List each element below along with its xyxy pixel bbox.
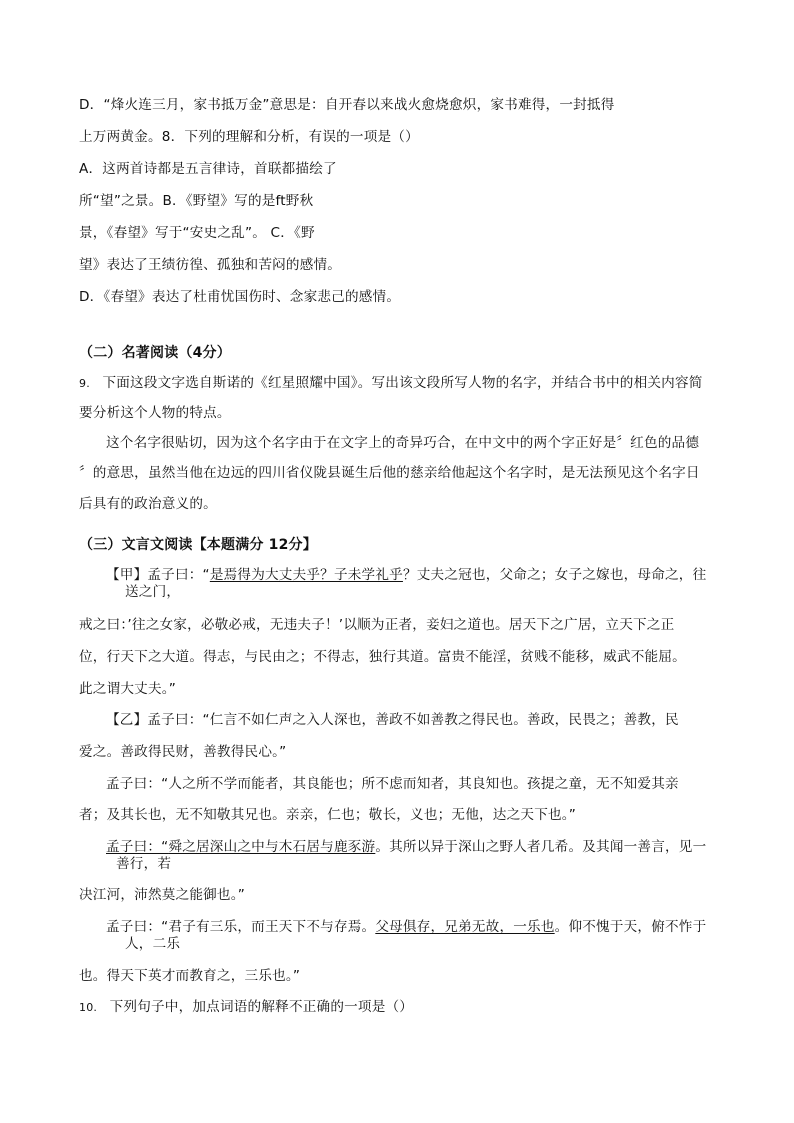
section-heading-classics: （二）名著阅读（4分） — [79, 345, 231, 361]
passage-yi-line: 【乙】孟子曰：“仁言不如仁声之入人深也，善政不如善教之得民也。善政，民畏之；善教，民 — [106, 712, 679, 728]
passage-mencius-wrap-line: 人，二乐 — [125, 936, 181, 952]
passage-mencius-line: 者；及其长也，无不知敬其兄也。亲亲，仁也；敬长，义也；无他，达之天下也。” — [79, 807, 577, 823]
question-number: 10. — [79, 1001, 98, 1014]
question-number: 9. — [79, 377, 90, 390]
option-c-cont-line: 望》表达了王绩彷徨、孤独和苦闷的感情。 — [79, 257, 342, 273]
underlined-sentence: 舜之居深山之中与木石居与鹿豕游 — [168, 839, 376, 855]
question-text: 下列句子中，加点词语的解释不正确的一项是（） — [109, 999, 414, 1015]
passage-line: 后具有的政治意义的。 — [79, 496, 217, 512]
passage-mencius-line — [106, 838, 706, 856]
question-10-line — [79, 998, 413, 1017]
option-a-line: A．这两首诗都是五言律诗，首联都描绘了 — [79, 161, 337, 177]
question-8-line: 上万两黄金。8．下列的理解和分析，有误的一项是（） — [79, 129, 419, 145]
passage-jia-line: 位，行天下之大道。得志，与民由之；不得志，独行其道。富贵不能淫，贫贱不能移，威武不能屈。 — [79, 649, 686, 665]
option-d-line: D．“烽火连三月，家书抵万金”意思是：自开春以来战火愈烧愈炽，家书难得，一封抵得 — [79, 97, 615, 113]
text-segment: 【甲】孟子曰：“ — [106, 567, 210, 583]
passage-mencius-wrap-line: 善行，若 — [116, 856, 172, 872]
question-text: 下面这段文字选自斯诺的《红星照耀中国》。写出该文段所写人物的名字，并结合书中的相关内容简 — [102, 375, 703, 391]
passage-mencius-line: 孟子曰：“人之所不学而能者，其良能也；所不虑而知者，其良知也。孩提之童，无不知爱其亲 — [106, 776, 679, 792]
underlined-sentence: 父母俱存，兄弟无故，一乐也 — [375, 919, 555, 935]
option-d2-line: D．《春望》表达了杜甫忧国伤时、念家悲己的感情。 — [79, 289, 401, 305]
question-9-cont-line: 要分析这个人物的特点。 — [79, 405, 231, 421]
passage-jia-line: 此之谓大丈夫。” — [79, 681, 176, 697]
text-segment: ？丈夫之冠也，父命之；女子之嫁也，母命之，往 — [402, 567, 707, 583]
option-c-line: 景，《春望》写于“安史之乱”。 C．《野 — [79, 225, 315, 241]
question-9-line — [79, 374, 703, 393]
underlined-sentence: 是焉得为大丈夫乎？子未学礼乎 — [209, 567, 403, 583]
option-b-line: 所“望”之景。B．《野望》写的是ft野秋 — [79, 193, 314, 209]
passage-line: 〞的意思，虽然当他在边远的四川省仪陇县诞生后他的慈亲给他起这个名字时，是无法预见这个名字日 — [79, 465, 700, 481]
section-heading-classical-chinese: （三）文言文阅读【本题满分 12分】 — [79, 537, 317, 553]
passage-line: 这个名字很贴切，因为这个名字由于在文字上的奇异巧合，在中文中的两个字正好是〞红色的品德 — [106, 435, 700, 451]
text-segment: 。其所以异于深山之野人者几希。及其闻一善言，见一 — [375, 839, 707, 855]
passage-mencius-line: 决江河，沛然莫之能御也。” — [79, 887, 245, 903]
passage-jia-line — [106, 566, 706, 584]
passage-jia-wrap-line: 送之门， — [125, 584, 181, 600]
passage-yi-line: 爱之。善政得民财，善教得民心。” — [79, 744, 287, 760]
text-segment: 孟子曰：“君子有三乐，而王天下不与存焉。 — [106, 919, 376, 935]
underlined-text: 孟子曰：“ — [106, 839, 169, 855]
passage-jia-line: 戒之曰：’往之女家，必敬必戒，无违夫子！’以顺为正者，妾妇之道也。居天下之广居，立天下之正 — [79, 617, 675, 633]
text-segment: 。仰不愧于天，俯不怍于 — [554, 919, 707, 935]
passage-mencius-line: 也。得天下英才而教育之，三乐也。” — [79, 968, 301, 984]
passage-mencius-line — [106, 918, 706, 936]
